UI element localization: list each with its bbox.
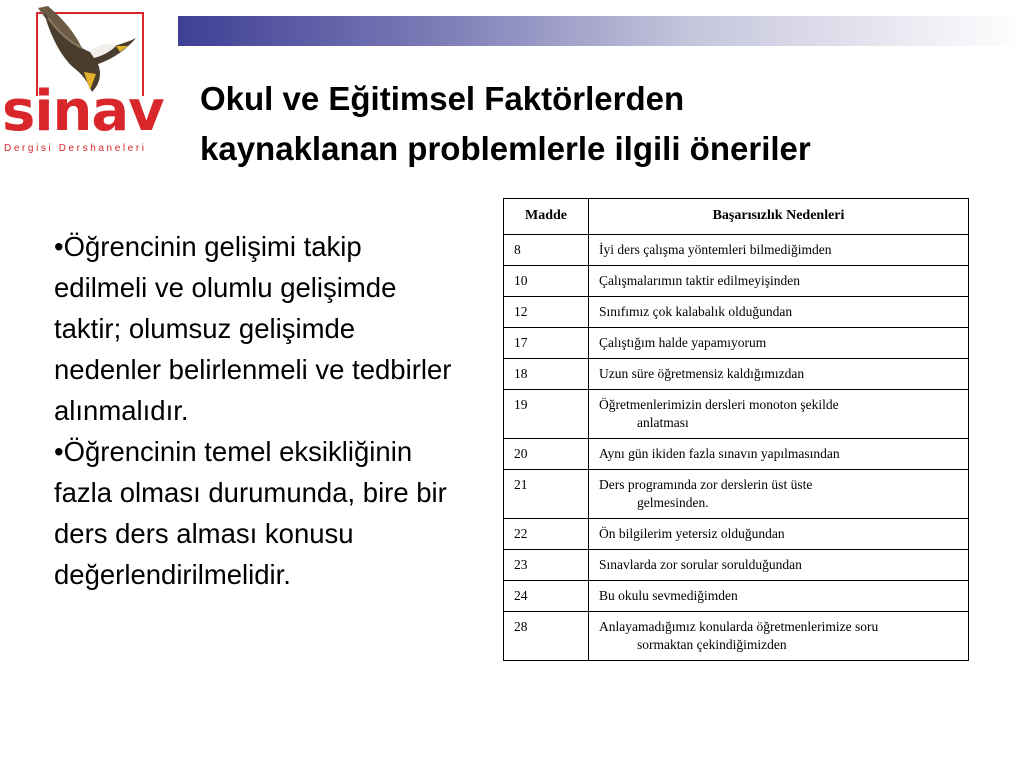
table-row	[504, 470, 969, 519]
row-number: 20	[504, 439, 589, 470]
row-reason	[589, 359, 969, 390]
row-number: 8	[504, 235, 589, 266]
table-row	[504, 612, 969, 661]
table-row	[504, 581, 969, 612]
title-gradient-bar	[178, 16, 1024, 46]
row-reason	[589, 390, 969, 439]
row-reason-text: Öğretmenlerimizin dersleri monoton şekilde	[599, 397, 839, 412]
header-madde: Madde	[504, 199, 589, 235]
bullet-list	[54, 226, 454, 595]
row-reason-continuation: sormaktan çekindiğimizden	[637, 637, 787, 652]
row-reason	[589, 581, 969, 612]
table-row	[504, 235, 969, 266]
row-reason	[589, 439, 969, 470]
table-row	[504, 297, 969, 328]
slide-title-line-2: kaynaklanan problemlerle ilgili öneriler	[200, 130, 811, 167]
row-reason-text: Çalıştığım halde yapamıyorum	[599, 335, 767, 350]
table-row	[504, 519, 969, 550]
logo-brand-text: sinav	[2, 79, 164, 144]
row-reason	[589, 470, 969, 519]
slide-title-line-1: Okul ve Eğitimsel Faktörlerden	[200, 80, 685, 117]
row-number: 28	[504, 612, 589, 661]
row-reason-text: Aynı gün ikiden fazla sınavın yapılmasından	[599, 446, 840, 461]
row-reason-text: İyi ders çalışma yöntemleri bilmediğimden	[599, 242, 832, 257]
row-number: 21	[504, 470, 589, 519]
row-number: 10	[504, 266, 589, 297]
row-reason	[589, 550, 969, 581]
table-header-row	[504, 199, 969, 235]
row-reason-text: Sınıfımız çok kalabalık olduğundan	[599, 304, 793, 319]
table-row	[504, 439, 969, 470]
row-reason-continuation: anlatması	[637, 415, 689, 430]
table-body	[504, 235, 969, 661]
row-reason	[589, 297, 969, 328]
failure-reasons-table	[503, 198, 969, 661]
row-reason-text: Bu okulu sevmediğimden	[599, 588, 738, 603]
row-reason-text: Çalışmalarımın taktir edilmeyişinden	[599, 273, 800, 288]
row-reason-text: Uzun süre öğretmensiz kaldığımızdan	[599, 366, 805, 381]
slide-title	[200, 74, 1000, 174]
row-reason	[589, 235, 969, 266]
bullet-item: •Öğrencinin temel eksikliğinin fazla olması durumunda, bire bir ders ders alması konusu değerlendirilmelidir.	[54, 436, 447, 590]
row-number: 18	[504, 359, 589, 390]
header-reasons: Başarısızlık Nedenleri	[589, 199, 969, 235]
row-reason-text: Anlayamadığımız konularda öğretmenlerimize soru	[599, 619, 879, 634]
row-number: 19	[504, 390, 589, 439]
row-reason-continuation: gelmesinden.	[637, 495, 709, 510]
row-number: 12	[504, 297, 589, 328]
table-row	[504, 550, 969, 581]
bullet-item: •Öğrencinin gelişimi takip edilmeli ve olumlu gelişimde taktir; olumsuz gelişimde nedenler belirlenmeli ve tedbirler alınmalıdır.	[54, 231, 452, 426]
row-reason	[589, 612, 969, 661]
row-reason	[589, 266, 969, 297]
logo-tagline: Dergisi Dershaneleri	[4, 143, 147, 154]
row-reason-text: Ders programında zor derslerin üst üste	[599, 477, 813, 492]
row-reason	[589, 519, 969, 550]
row-number: 23	[504, 550, 589, 581]
sinav-logo	[0, 0, 180, 160]
row-number: 24	[504, 581, 589, 612]
row-reason-text: Sınavlarda zor sorular sorulduğundan	[599, 557, 802, 572]
row-number: 22	[504, 519, 589, 550]
table-row	[504, 328, 969, 359]
table-row	[504, 266, 969, 297]
table-row	[504, 390, 969, 439]
table-row	[504, 359, 969, 390]
row-number: 17	[504, 328, 589, 359]
row-reason	[589, 328, 969, 359]
row-reason-text: Ön bilgilerim yetersiz olduğundan	[599, 526, 785, 541]
